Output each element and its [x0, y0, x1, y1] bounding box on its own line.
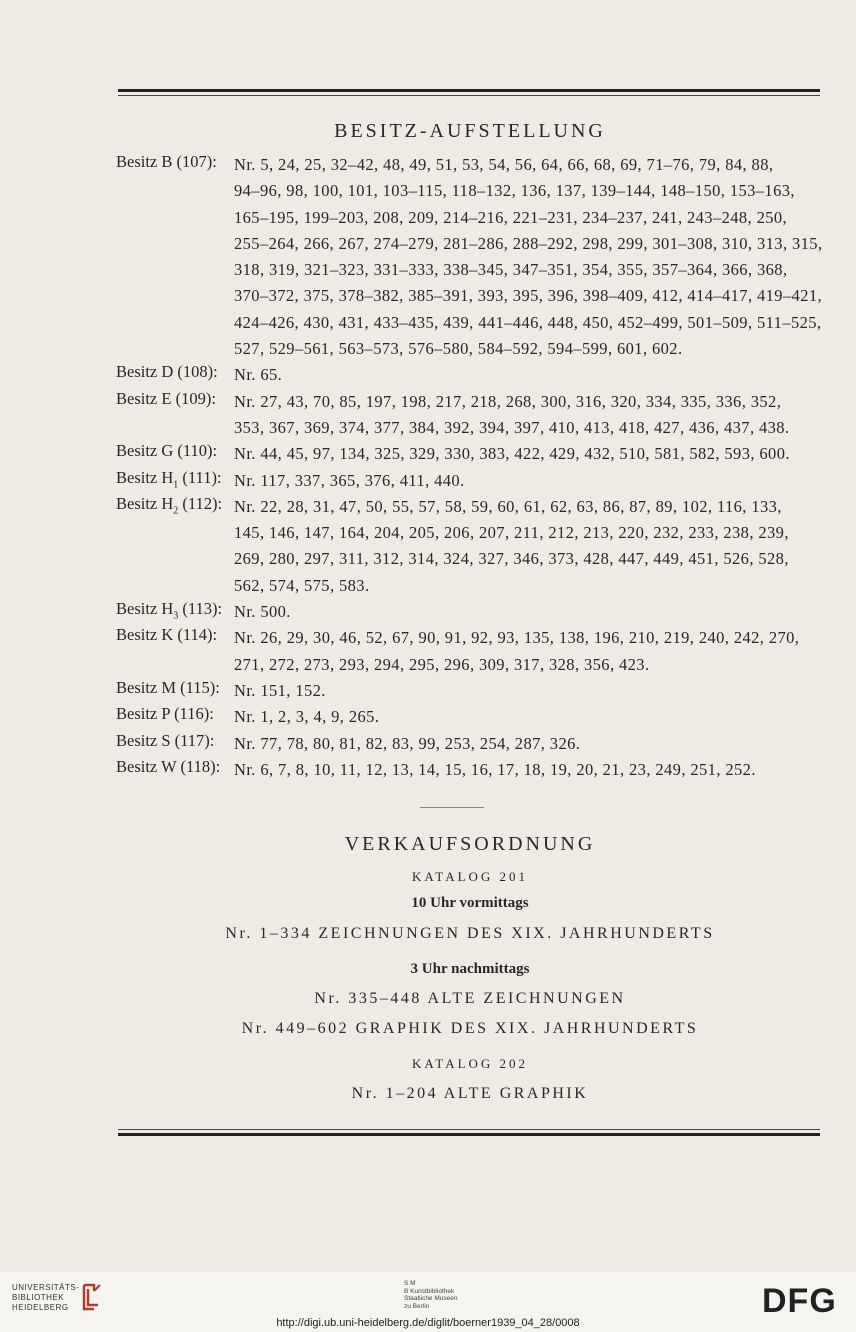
number-line: Nr. 65.: [234, 365, 283, 385]
number-line: Nr. 27, 43, 70, 85, 197, 198, 217, 218, 268, 300, 316, 320, 334, 335, 336, 352,: [234, 391, 782, 411]
owner-label: Besitz M (115):: [116, 677, 220, 697]
document-url[interactable]: http://digi.ub.uni-heidelberg.de/diglit/boerner1939_04_28/0008: [276, 1317, 580, 1329]
number-line: 424–426, 430, 431, 433–435, 439, 441–446, 448, 450, 452–499, 501–509, 511–525,: [234, 312, 822, 332]
owner-label: Besitz B (107):: [116, 152, 217, 171]
bottom-rule-thin: [118, 1129, 820, 1130]
owner-label: Besitz D (108):: [116, 362, 218, 382]
number-line: 353, 367, 369, 374, 377, 384, 392, 394, 397, 410, 413, 418, 427, 436, 437, 438.: [234, 417, 790, 437]
library-name[interactable]: UNIVERSITÄTS- BIBLIOTHEK HEIDELBERG: [12, 1283, 80, 1312]
katalog-202: KATALOG 202: [411, 1056, 529, 1071]
number-line: Nr. 5, 24, 25, 32–42, 48, 49, 51, 53, 54, 56, 64, 66, 68, 69, 71–76, 79, 84, 88,: [234, 155, 774, 174]
number-line: 318, 319, 321–323, 331–333, 338–345, 347–351, 354, 355, 357–364, 366, 368,: [234, 260, 788, 280]
number-line: Nr. 1, 2, 3, 4, 9, 265.: [234, 707, 380, 727]
number-line: 145, 146, 147, 164, 204, 205, 206, 207, 211, 212, 213, 220, 232, 233, 238, 239,: [234, 523, 789, 543]
owner-entry: [116, 625, 826, 678]
owner-list: [116, 152, 826, 783]
owner-label: Besitz G (110):: [116, 441, 218, 461]
library-logo-icon[interactable]: [80, 1281, 102, 1313]
owner-entry: [116, 494, 826, 599]
number-line: 562, 574, 575, 583.: [234, 575, 370, 595]
owner-label: Besitz $H_2$ (112):: [116, 493, 223, 517]
number-line: 269, 280, 297, 311, 312, 314, 324, 327, 346, 373, 428, 447, 449, 451, 526, 528,: [234, 549, 789, 569]
owner-entry: [116, 389, 826, 442]
heading-besitz: BESITZ-AUFSTELLUNG: [334, 120, 606, 142]
owner-entry: [116, 152, 826, 362]
number-line: Nr. 6, 7, 8, 10, 11, 12, 13, 14, 15, 16, 17, 18, 19, 20, 21, 23, 249, 251, 252.: [234, 759, 756, 779]
number-line: 271, 272, 273, 293, 294, 295, 296, 309, 317, 328, 356, 423.: [234, 654, 650, 674]
section-separator: [420, 807, 484, 808]
number-line: 165–195, 199–203, 208, 209, 214–216, 221–231, 234–237, 241, 243–248, 250,: [234, 207, 788, 227]
number-line: Nr. 77, 78, 80, 81, 82, 83, 99, 253, 254, 287, 326.: [234, 733, 581, 753]
owner-label: Besitz W (118):: [116, 756, 221, 776]
bottom-rule: [118, 1133, 820, 1136]
dfg-logo[interactable]: DFG: [762, 1282, 837, 1320]
heading-verkauf: VERKAUFSORDNUNG: [344, 833, 596, 855]
top-rule-thin: [118, 95, 820, 96]
number-line: Nr. 500.: [234, 602, 291, 622]
number-line: 527, 529–561, 563–573, 576–580, 584–592, 594–599, 601, 602.: [234, 339, 683, 359]
sale-row-2: Nr. 335–448 ALTE ZEICHNUNGEN: [314, 990, 626, 1007]
owner-entry: [116, 757, 826, 783]
sale-row-1: Nr. 1–334 ZEICHNUNGEN DES XIX. JAHRHUNDERTS: [225, 925, 715, 942]
katalog-201: KATALOG 201: [411, 869, 529, 884]
owner-entry: [116, 362, 826, 388]
owner-label: Besitz $H_1$ (111):: [116, 467, 222, 490]
owner-entry: [116, 468, 826, 494]
owner-label: Besitz $H_3$ (113):: [116, 599, 223, 622]
museum-stamp: S M B Kunstbibliothek Staatliche Museen zu Berlin: [404, 1280, 458, 1310]
owner-entry: [116, 704, 826, 730]
top-rule: [118, 89, 820, 92]
owner-label: Besitz K (114):: [116, 625, 218, 645]
owner-label: Besitz E (109):: [116, 388, 216, 408]
number-line: Nr. 22, 28, 31, 47, 50, 55, 57, 58, 59, 60, 61, 62, 63, 86, 87, 89, 102, 116, 133,: [234, 496, 782, 516]
time-afternoon: 3 Uhr nachmittags: [410, 961, 530, 977]
number-line: 94–96, 98, 100, 101, 103–115, 118–132, 136, 137, 139–144, 148–150, 153–163,: [234, 181, 795, 201]
owner-entry: [116, 731, 826, 757]
number-line: Nr. 117, 337, 365, 376, 411, 440.: [234, 470, 465, 490]
sale-row-3: Nr. 449–602 GRAPHIK DES XIX. JAHRHUNDERTS: [241, 1020, 699, 1037]
time-morning: 10 Uhr vormittags: [411, 895, 529, 911]
number-line: Nr. 26, 29, 30, 46, 52, 67, 90, 91, 92, 93, 135, 138, 196, 210, 219, 240, 242, 270,: [234, 628, 800, 648]
owner-entry: [116, 678, 826, 704]
number-line: 255–264, 266, 267, 274–279, 281–286, 288–292, 298, 299, 301–308, 310, 313, 315,: [234, 233, 823, 253]
sale-row-4: Nr. 1–204 ALTE GRAPHIK: [351, 1085, 589, 1102]
number-line: Nr. 151, 152.: [234, 680, 326, 700]
number-line: 370–372, 375, 378–382, 385–391, 393, 395, 396, 398–409, 412, 414–417, 419–421,: [234, 286, 823, 306]
owner-label: Besitz S (117):: [116, 730, 215, 750]
owner-entry: [116, 599, 826, 625]
owner-label: Besitz P (116):: [116, 704, 214, 724]
number-line: Nr. 44, 45, 97, 134, 325, 329, 330, 383, 422, 429, 432, 510, 581, 582, 593, 600.: [234, 444, 790, 464]
owner-entry: [116, 441, 826, 467]
